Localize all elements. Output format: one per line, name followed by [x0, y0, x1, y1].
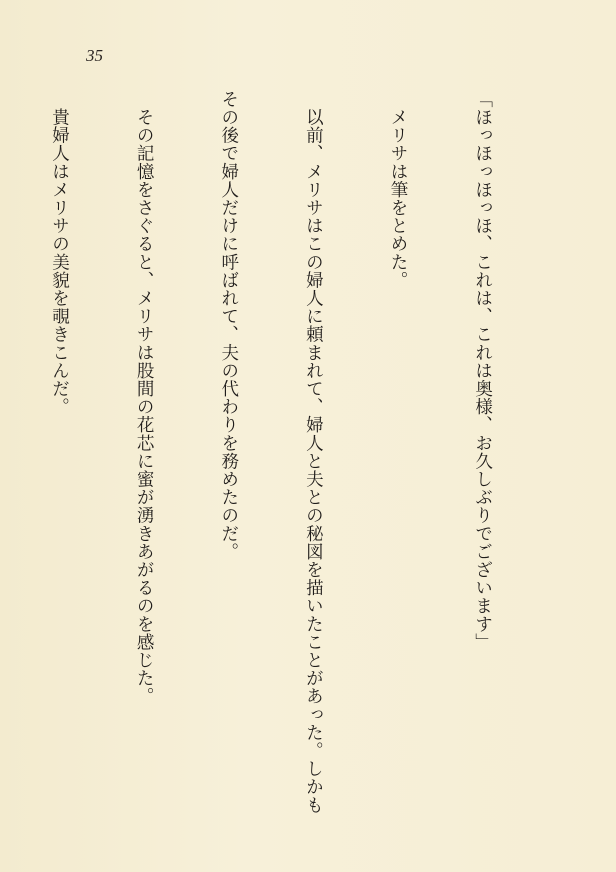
- text-line: メリサは筆をとめた。: [387, 90, 408, 290]
- text-line: 以前、メリサはこの婦人に頼まれて、婦人と夫との秘図を描いたことがあった。しかも: [303, 90, 324, 814]
- body-text: [0, 90, 553, 830]
- page-number: 35: [86, 46, 103, 65]
- text-line: その記憶をさぐると、メリサは股間の花芯に蜜が湧きあがるのを感じた。: [134, 90, 155, 706]
- text-line: その後で婦人だけに呼ばれて、夫の代わりを務めたのだ。: [218, 90, 239, 561]
- text-line: 「ほっほっほっほ、これは、これは奥様、お久しぶりでございます」: [472, 90, 493, 652]
- text-line: 貴婦人はメリサの美貌を覗きこんだ。: [49, 90, 70, 416]
